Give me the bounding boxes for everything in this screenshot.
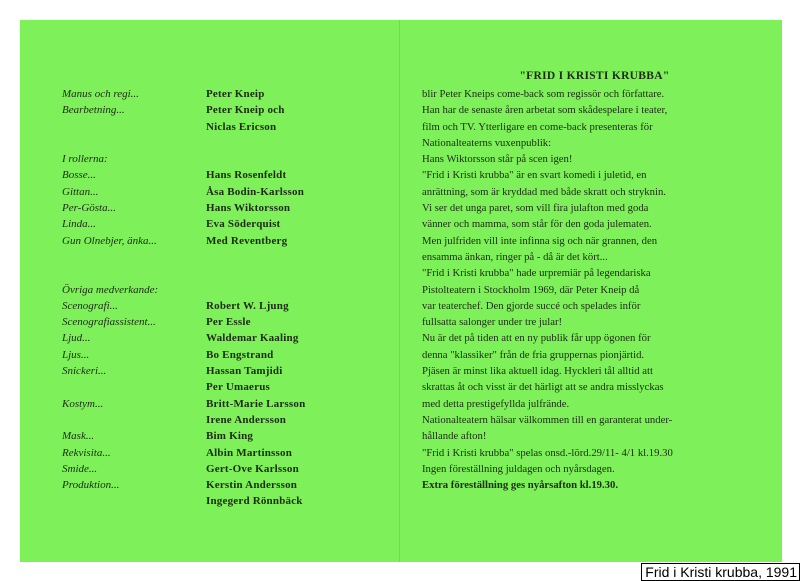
credit-row xyxy=(62,233,382,249)
credit-name: Albin Martinsson xyxy=(206,446,293,459)
description-line: anrättning, som är kryddad med både skratt och stryknin. xyxy=(422,185,666,198)
credit-row xyxy=(62,151,382,167)
credit-row xyxy=(62,461,382,477)
credit-row xyxy=(62,347,382,363)
credit-row xyxy=(62,493,382,509)
credit-role: Bosse... xyxy=(62,169,96,182)
description-line: var teaterchef. Den gjorde succé och spelades inför xyxy=(422,299,641,312)
description-line: Nationalteaterns vuxenpublik: xyxy=(422,136,552,149)
play-title: "FRID I KRISTI KRUBBA" xyxy=(519,70,670,82)
description-line: med detta prestigefyllda julfrände. xyxy=(422,397,570,410)
description-line: Men julfriden vill inte infinna sig och när grannen, den xyxy=(422,234,658,247)
section-heading-crew: Övriga medverkande: xyxy=(62,283,159,296)
credit-name: Waldemar Kaaling xyxy=(206,332,299,345)
credit-name: Gert-Ove Karlsson xyxy=(206,462,299,475)
credit-name: Bo Engstrand xyxy=(206,348,274,361)
credit-role: Rekvisita... xyxy=(62,446,111,459)
description-line: vänner och mamma, som står för den goda julematen. xyxy=(422,218,652,231)
description-line: ensamma änkan, ringer på - då är det kört... xyxy=(422,250,608,263)
credit-name: Peter Kneip och xyxy=(206,104,285,117)
credit-name: Hans Wiktorsson xyxy=(206,202,291,215)
credit-role xyxy=(62,379,206,395)
credit-row xyxy=(62,282,382,298)
credit-row xyxy=(62,216,382,232)
credit-row xyxy=(62,167,382,183)
credit-role: Per-Gösta... xyxy=(62,202,116,215)
credit-name: Britt-Marie Larsson xyxy=(206,397,306,410)
description-line: "Frid i Kristi krubba" är en svart komedi i juletid, en xyxy=(422,169,647,182)
credit-role xyxy=(62,493,206,509)
extra-performance-line: Extra föreställning ges nyårsafton kl.19.30. xyxy=(422,479,619,492)
description-line: film och TV. Ytterligare en come-back presenteras för xyxy=(422,120,653,133)
description-line: "Frid i Kristi krubba" spelas onsd.-lörd.29/11- 4/1 kl.19.30 xyxy=(422,446,673,459)
credit-name: Per Umaerus xyxy=(206,381,271,394)
credit-name: Med Reventberg xyxy=(206,234,288,247)
credit-name: Eva Söderquist xyxy=(206,218,281,231)
credit-role: Gun Olnebjer, änka... xyxy=(62,234,157,247)
credit-name: Irene Andersson xyxy=(206,413,287,426)
credit-row xyxy=(62,298,382,314)
credit-row xyxy=(62,135,382,151)
credit-row xyxy=(62,184,382,200)
credit-role: Gittan... xyxy=(62,185,99,198)
description-line: blir Peter Kneips come-back som regissör och författare. xyxy=(422,88,665,100)
credit-row xyxy=(62,200,382,216)
image-caption: Frid i Kristi krubba, 1991 xyxy=(641,563,800,581)
page-fold xyxy=(399,20,400,562)
description-line: Pistolteatern i Stockholm 1969, där Peter Kneip då xyxy=(422,283,640,296)
credit-row xyxy=(62,428,382,444)
credit-row xyxy=(62,265,382,281)
credit-row xyxy=(62,249,382,265)
credit-row xyxy=(62,412,382,428)
credit-name: Per Essle xyxy=(206,316,251,329)
section-heading-cast: I rollerna: xyxy=(62,153,108,166)
description-line: Vi ser det unga paret, som vill fira julafton med goda xyxy=(422,202,649,215)
credit-name: Robert W. Ljung xyxy=(206,299,289,312)
description-line: Hans Wiktorsson står på scen igen! xyxy=(422,153,573,166)
description-line: fullsatta salonger under tre jular! xyxy=(422,316,563,329)
description-line: Ingen föreställning juldagen och nyårsdagen. xyxy=(422,462,615,475)
credit-name: Ingegerd Rönnbäck xyxy=(206,495,303,508)
credit-role xyxy=(62,249,206,265)
credit-role xyxy=(62,119,206,135)
credit-role: Kostym... xyxy=(62,397,104,410)
description-line: Nu är det på tiden att en ny publik får upp ögonen för xyxy=(422,332,651,345)
credit-row xyxy=(62,379,382,395)
credit-row xyxy=(62,86,382,102)
credit-row xyxy=(62,314,382,330)
credit-role: Bearbetning... xyxy=(62,104,125,117)
credit-name: Kerstin Andersson xyxy=(206,479,298,492)
credit-role: Ljus... xyxy=(62,348,90,361)
credit-role: Scenografi... xyxy=(62,299,118,312)
credit-role: Mask... xyxy=(62,430,95,443)
credit-role xyxy=(62,412,206,428)
credit-name: Åsa Bodin-Karlsson xyxy=(206,185,305,198)
description-line: Nationalteatern hälsar välkommen till en garanterat under- xyxy=(422,413,673,426)
credit-role: Smide... xyxy=(62,462,98,475)
description-line: denna "klassiker" från de fria gruppernas pionjärtid. xyxy=(422,348,645,361)
credit-row xyxy=(62,102,382,118)
credit-name: Hassan Tamjidi xyxy=(206,365,283,378)
description-line: Han har de senaste åren arbetat som skådespelare i teater, xyxy=(422,104,668,117)
credit-name: Hans Rosenfeldt xyxy=(206,169,287,182)
credit-name: Peter Kneip xyxy=(206,88,265,100)
description-line: hållande afton! xyxy=(422,430,487,443)
credit-role xyxy=(62,135,206,151)
credit-row xyxy=(62,445,382,461)
description-line: "Frid i Kristi krubba" hade urpremiär på legendariska xyxy=(422,267,651,280)
description-page xyxy=(422,66,767,493)
credit-role: Manus och regi... xyxy=(62,88,139,100)
credit-row xyxy=(62,396,382,412)
credit-row xyxy=(62,363,382,379)
description-line: Pjäsen är minst lika aktuell idag. Hyckleri tål alltid att xyxy=(422,365,653,378)
credit-row xyxy=(62,330,382,346)
credit-name: Niclas Ericson xyxy=(206,120,277,133)
credit-row xyxy=(62,477,382,493)
credit-row xyxy=(62,119,382,135)
credit-role: Snickeri... xyxy=(62,365,107,378)
credit-role: Produktion... xyxy=(62,479,120,492)
description-line: skrattas åt och visst är det härligt att se andra misslyckas xyxy=(422,381,664,394)
credit-role: Scenografiassistent... xyxy=(62,316,156,329)
credits-page xyxy=(62,86,382,510)
credit-role: Ljud... xyxy=(62,332,91,345)
credit-name: Bim King xyxy=(206,430,254,443)
credit-role xyxy=(62,265,206,281)
credit-role: Linda... xyxy=(62,218,96,231)
